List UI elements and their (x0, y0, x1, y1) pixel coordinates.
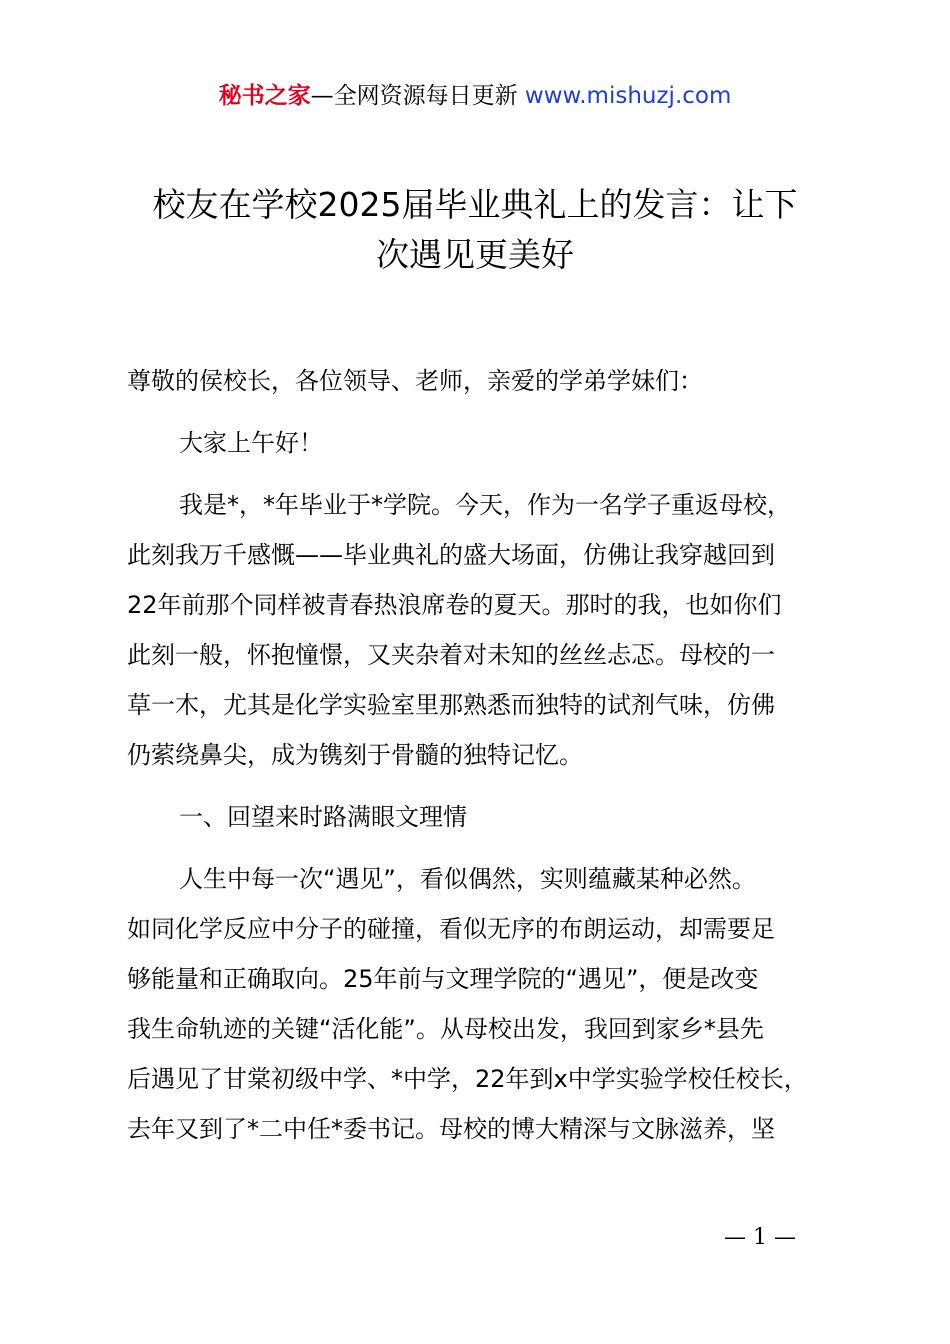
site-slogan: —全网资源每日更新 (310, 83, 525, 109)
paragraph-line: 够能量和正确取向。25年前与文理学院的“遇见”，便是改变 (127, 965, 759, 993)
site-url[interactable]: www.mishuzj.com (524, 83, 732, 109)
site-brand: 秘书之家 (218, 83, 311, 109)
site-header (0, 78, 950, 114)
title-line-2: 次遇见更美好 (376, 235, 574, 274)
greeting-text: 大家上午好！ (179, 429, 323, 457)
paragraph-line: 我是*，*年毕业于*学院。今天，作为一名学子重返母校， (179, 491, 791, 519)
paragraph-line: 此刻一般，怀抱憧憬，又夹杂着对未知的丝丝忐忑。母校的一 (127, 641, 775, 669)
paragraph-line: 去年又到了*二中任*委书记。母校的博大精深与文脉滋养，坚 (127, 1115, 775, 1143)
paragraph-line: 后遇见了甘棠初级中学、*中学，22年到x中学实验学校任校长， (127, 1065, 808, 1093)
section-heading-text: 一、回望来时路满眼文理情 (179, 803, 467, 831)
paragraph-line: 如同化学反应中分子的碰撞，看似无序的布朗运动，却需要足 (127, 915, 775, 943)
document-title (118, 180, 832, 280)
page-number: — 1 — (724, 1225, 796, 1250)
paragraph-line: 我生命轨迹的关键“活化能”。从母校出发，我回到家乡*县先 (127, 1015, 764, 1043)
paragraph-line: 人生中每一次“遇见”，看似偶然，实则蕴藏某种必然。 (179, 865, 756, 893)
salutation-text: 尊敬的侯校长，各位领导、老师，亲爱的学弟学妹们： (127, 367, 703, 395)
document-body (127, 356, 837, 1166)
paragraph-2 (127, 854, 837, 1154)
greeting (127, 418, 837, 468)
paragraph-line: 草一木，尤其是化学实验室里那熟悉而独特的试剂气味，仿佛 (127, 691, 775, 719)
section-heading-1 (127, 792, 837, 842)
title-line-1: 校友在学校2025届毕业典礼上的发言：让下 (152, 185, 798, 224)
paragraph-line: 此刻我万千感慨——毕业典礼的盛大场面，仿佛让我穿越回到 (127, 541, 775, 569)
paragraph-line: 仍萦绕鼻尖，成为镌刻于骨髓的独特记忆。 (127, 741, 583, 769)
paragraph-line: 22年前那个同样被青春热浪席卷的夏天。那时的我，也如你们 (127, 591, 782, 619)
paragraph-1 (127, 480, 837, 780)
salutation (127, 356, 837, 406)
